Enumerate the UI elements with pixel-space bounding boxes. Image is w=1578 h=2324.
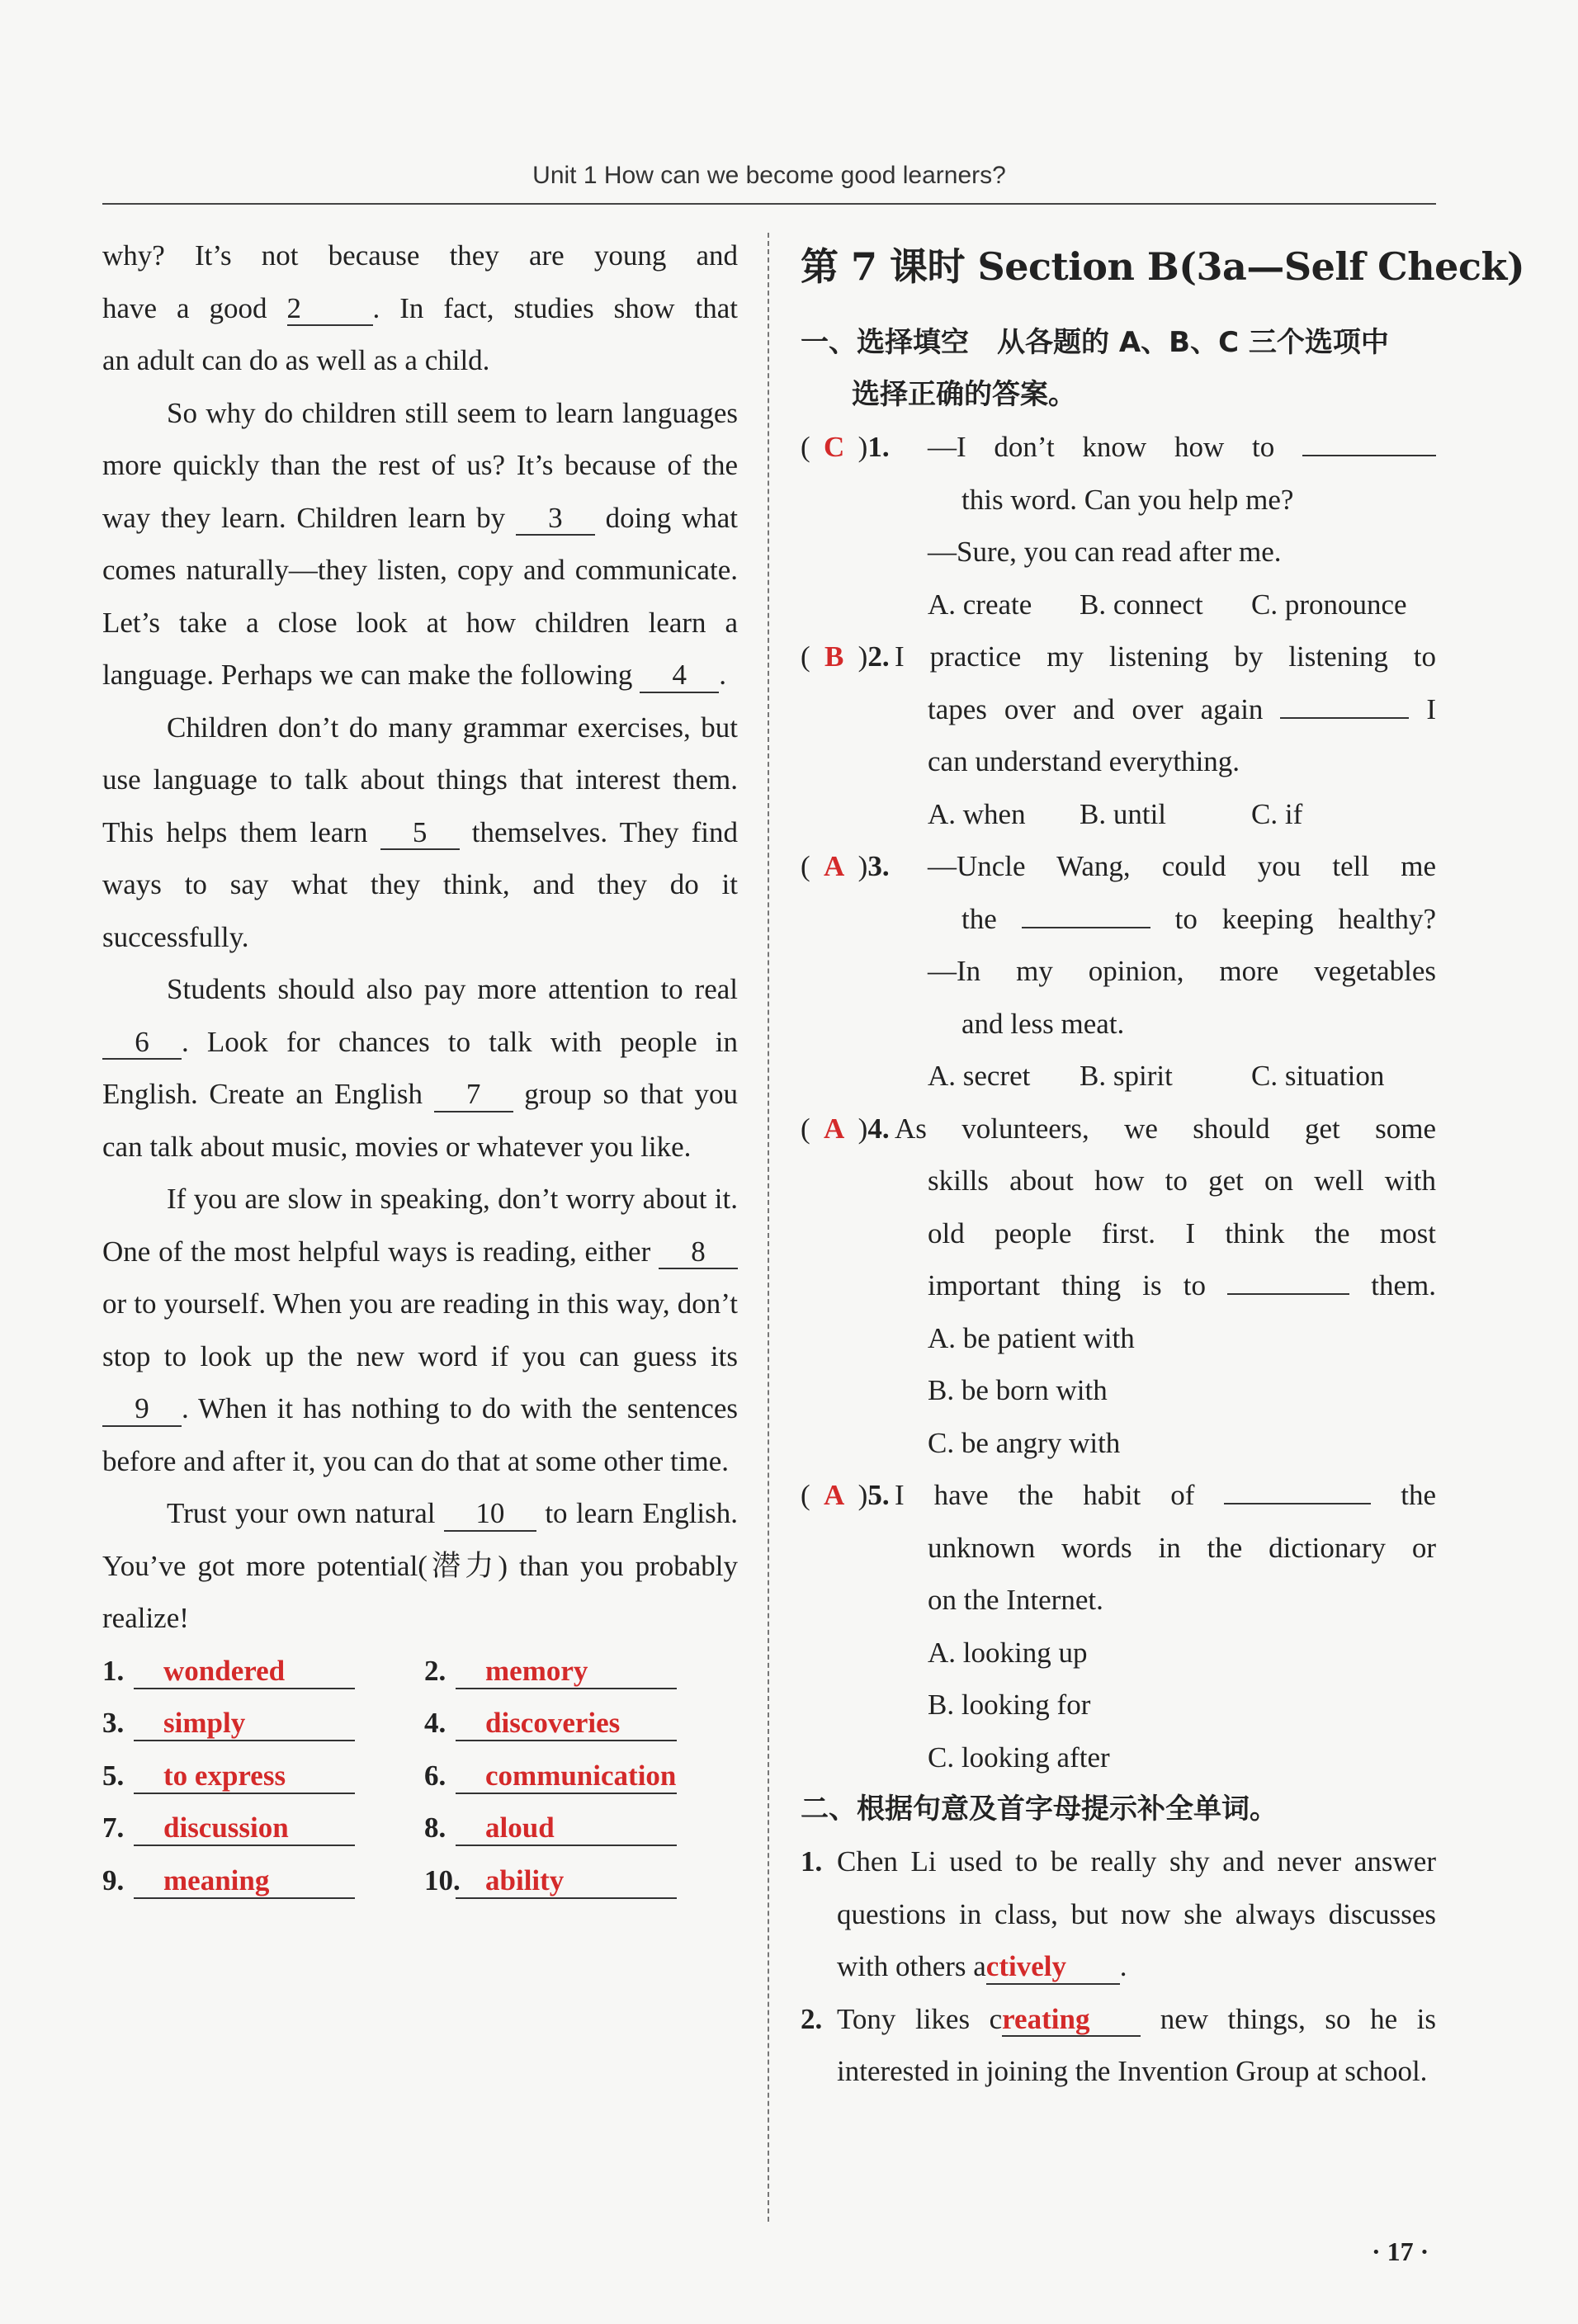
fill-number: 2. [801,2002,823,2035]
option: C. be angry with [928,1426,1121,1459]
question-blank [1302,455,1436,456]
fill-number: 1. [801,1845,823,1878]
running-header: Unit 1 How can we become good learners? [532,162,1006,189]
option: C. if [1251,797,1303,830]
fill-item-1 [801,1835,1436,1993]
section-1-title-line: 一、选择填空 从各题的 A、B、C 三个选项中 [801,326,1389,359]
passage-text: So why do children still seem to learn languages more quickly than the rest of us? It’s because of the way they learn. Children learn by [102,396,738,534]
section-2-title: 二、根据句意及首字母提示补全单词。 [801,1793,1278,1826]
answer-item [102,1750,424,1802]
passage-text: group so that you can talk about music, movies or whatever you like. [102,1078,738,1163]
blank-9: 9 [102,1393,182,1427]
question-answer: A [824,1112,845,1145]
answer-item [424,1802,738,1854]
question-blank [1224,1503,1371,1504]
passage-text: If you are slow in speaking, don’t worry about it. One of the most helpful ways is reading, either [102,1183,738,1268]
lesson-title: 第 7 课时 Section B(3a—Self Check) [801,244,1525,289]
answer-text: to express [134,1760,355,1794]
question-blank [1280,717,1409,719]
option: B. spirit [1080,1060,1173,1092]
option: B. be born with [928,1374,1108,1406]
fill-text: . [1119,1950,1127,1982]
answer-text: meaning [134,1864,355,1899]
question-text: and less meat. [961,1007,1125,1040]
fill-answer: reating [1002,2004,1141,2038]
question-4: ( A )4. As volunteers, we should get some [801,1103,1436,1155]
option: C. situation [1251,1060,1385,1092]
answer-text: discussion [134,1811,355,1846]
question-text: tapes over and over again [928,692,1264,725]
passage-paragraph [102,1173,738,1487]
question-text: important thing is to [928,1269,1206,1301]
answer-text: discoveries [456,1707,677,1741]
section-1-title-line: 选择正确的答案。 [852,378,1076,411]
answer-item [424,1854,738,1907]
fill-text: Chen Li used to be really shy and never answer questions in class, but now she always discusses with others a [837,1845,1436,1982]
answer-item [102,1645,424,1698]
passage-paragraph [102,1487,738,1645]
question-text: on the Internet. [928,1584,1103,1616]
answer-number: 2. [424,1654,446,1687]
question-2: ( B )2. I practice my listening by listening to [801,631,1436,683]
answer-item [424,1645,738,1698]
answer-number: 10. [424,1863,461,1897]
passage-text: . [719,659,726,691]
question-text: —Sure, you can read after me. [928,536,1282,568]
passage-text: to learn English. You’ve got more potential(潜力) than you probably realize! [102,1497,739,1634]
answer-number: 4. [424,1707,446,1739]
passage-text: . In fact, studies show that [372,291,739,324]
fill-text: new things, so he is interested in joining the Invention Group at school. [837,2002,1436,2087]
question-options [801,1050,1436,1103]
question-text: As volunteers, we should get some [895,1112,1436,1145]
answer-item [102,1697,424,1750]
question-answer: A [824,1479,845,1511]
answer-item [102,1854,424,1907]
blank-6: 6 [102,1027,182,1060]
question-text: I [1426,692,1436,725]
blank-10: 10 [444,1498,536,1532]
passage-line [102,282,738,335]
answer-text: aloud [456,1811,677,1846]
answer-item [424,1750,738,1802]
fill-text: Tony likes c [837,2002,1003,2035]
question-text: them. [1371,1269,1437,1301]
blank-4: 4 [640,659,719,693]
answer-text: simply [134,1707,355,1741]
answer-number: 1. [102,1654,125,1687]
option: C. pronounce [1251,588,1407,621]
passage-paragraph [102,701,738,964]
fill-answer: ctively [986,1951,1120,1985]
blank-2: 2 [287,293,373,327]
passage-text: or to yourself. When you are reading in this way, don’t stop to look up the new word if you can guess its [102,1287,738,1372]
answer-item [102,1802,424,1854]
option: B. connect [1080,588,1203,621]
answer-number: 6. [424,1759,446,1792]
answer-text: memory [456,1655,677,1689]
passage-text: Trust your own natural [167,1497,436,1529]
question-number: 1. [867,431,890,463]
question-5: ( A )5. I have the habit of the [801,1469,1436,1522]
option: A. create [928,588,1032,621]
question-text: this word. Can you help me? [961,483,1294,516]
passage-column [102,229,738,1906]
answer-text: wondered [134,1655,355,1689]
question-text: to keeping healthy? [1174,902,1437,935]
blank-7: 7 [434,1079,513,1112]
question-number: 2. [867,640,890,673]
header-rule [102,203,1436,205]
page-number: · 17 · [1372,2237,1429,2266]
passage-text: themselves. They find ways to say what they think, and they do it successfully. [102,815,739,953]
column-divider [768,233,769,2222]
question-blank [1022,927,1150,928]
question-text: can understand everything. [928,745,1240,777]
question-text: the [1401,1479,1437,1511]
question-text: —I don’t know how to [928,431,1275,463]
answer-number: 8. [424,1811,446,1844]
question-number: 4. [867,1112,890,1145]
blank-3: 3 [516,503,595,536]
question-options [801,579,1436,631]
passage-text: Children don’t do many grammar exercises, but use language to talk about things that interest them. This helps them learn [102,711,738,848]
option: A. be patient with [928,1321,1135,1354]
passage-text: Students should also pay more attention to real [167,973,738,1005]
passage-text: have a good [102,291,267,324]
passage-text: doing what comes naturally—they listen, copy and communicate. Let’s take a close look at how children learn a language. Perhaps we can make the following [102,501,739,691]
answer-text: communication [456,1760,677,1794]
option: A. secret [928,1060,1031,1092]
option: A. when [928,797,1026,830]
blank-5: 5 [380,817,460,851]
question-text: I have the habit of [895,1479,1195,1511]
fill-item-2 [801,1993,1436,2098]
question-answer: C [824,431,845,463]
answer-grid [102,1645,738,1907]
question-answer: B [824,640,844,673]
question-number: 3. [867,850,890,882]
question-text: —In my opinion, more vegetables [928,955,1436,987]
answer-number: 3. [102,1707,125,1739]
question-1: ( C )1. —I don’t know how to [801,421,1436,474]
option: A. looking up [928,1636,1088,1669]
question-text: skills about how to get on well with [928,1164,1436,1197]
question-blank [1227,1293,1349,1295]
passage-paragraph [102,963,738,1173]
passage-text: . Look for chances to talk with people in English. Create an English [102,1025,738,1110]
answer-number: 9. [102,1863,125,1897]
option: C. looking after [928,1741,1110,1774]
question-text: the [961,902,997,935]
blank-8: 8 [659,1236,738,1270]
option: B. until [1080,797,1167,830]
question-answer: A [824,850,845,882]
answer-number: 7. [102,1811,125,1844]
section-1-title [801,317,1436,421]
option: B. looking for [928,1689,1091,1721]
question-text: old people first. I think the most [928,1216,1436,1249]
answer-item [424,1697,738,1750]
passage-paragraph [102,387,738,701]
question-options [801,788,1436,841]
passage-line: an adult can do as well as a child. [102,344,490,376]
question-text: —Uncle Wang, could you tell me [928,850,1436,882]
question-3: ( A )3. —Uncle Wang, could you tell me [801,840,1436,893]
passage-line: why? It’s not because they are young and [102,239,738,272]
exercise-column [801,229,1525,2098]
question-number: 5. [867,1479,890,1511]
passage-text: . When it has nothing to do with the sentences before and after it, you can do that at some other time. [102,1392,738,1477]
answer-text: ability [456,1864,677,1899]
answer-number: 5. [102,1759,125,1792]
question-text: unknown words in the dictionary or [928,1531,1436,1564]
question-text: I practice my listening by listening to [895,640,1436,673]
